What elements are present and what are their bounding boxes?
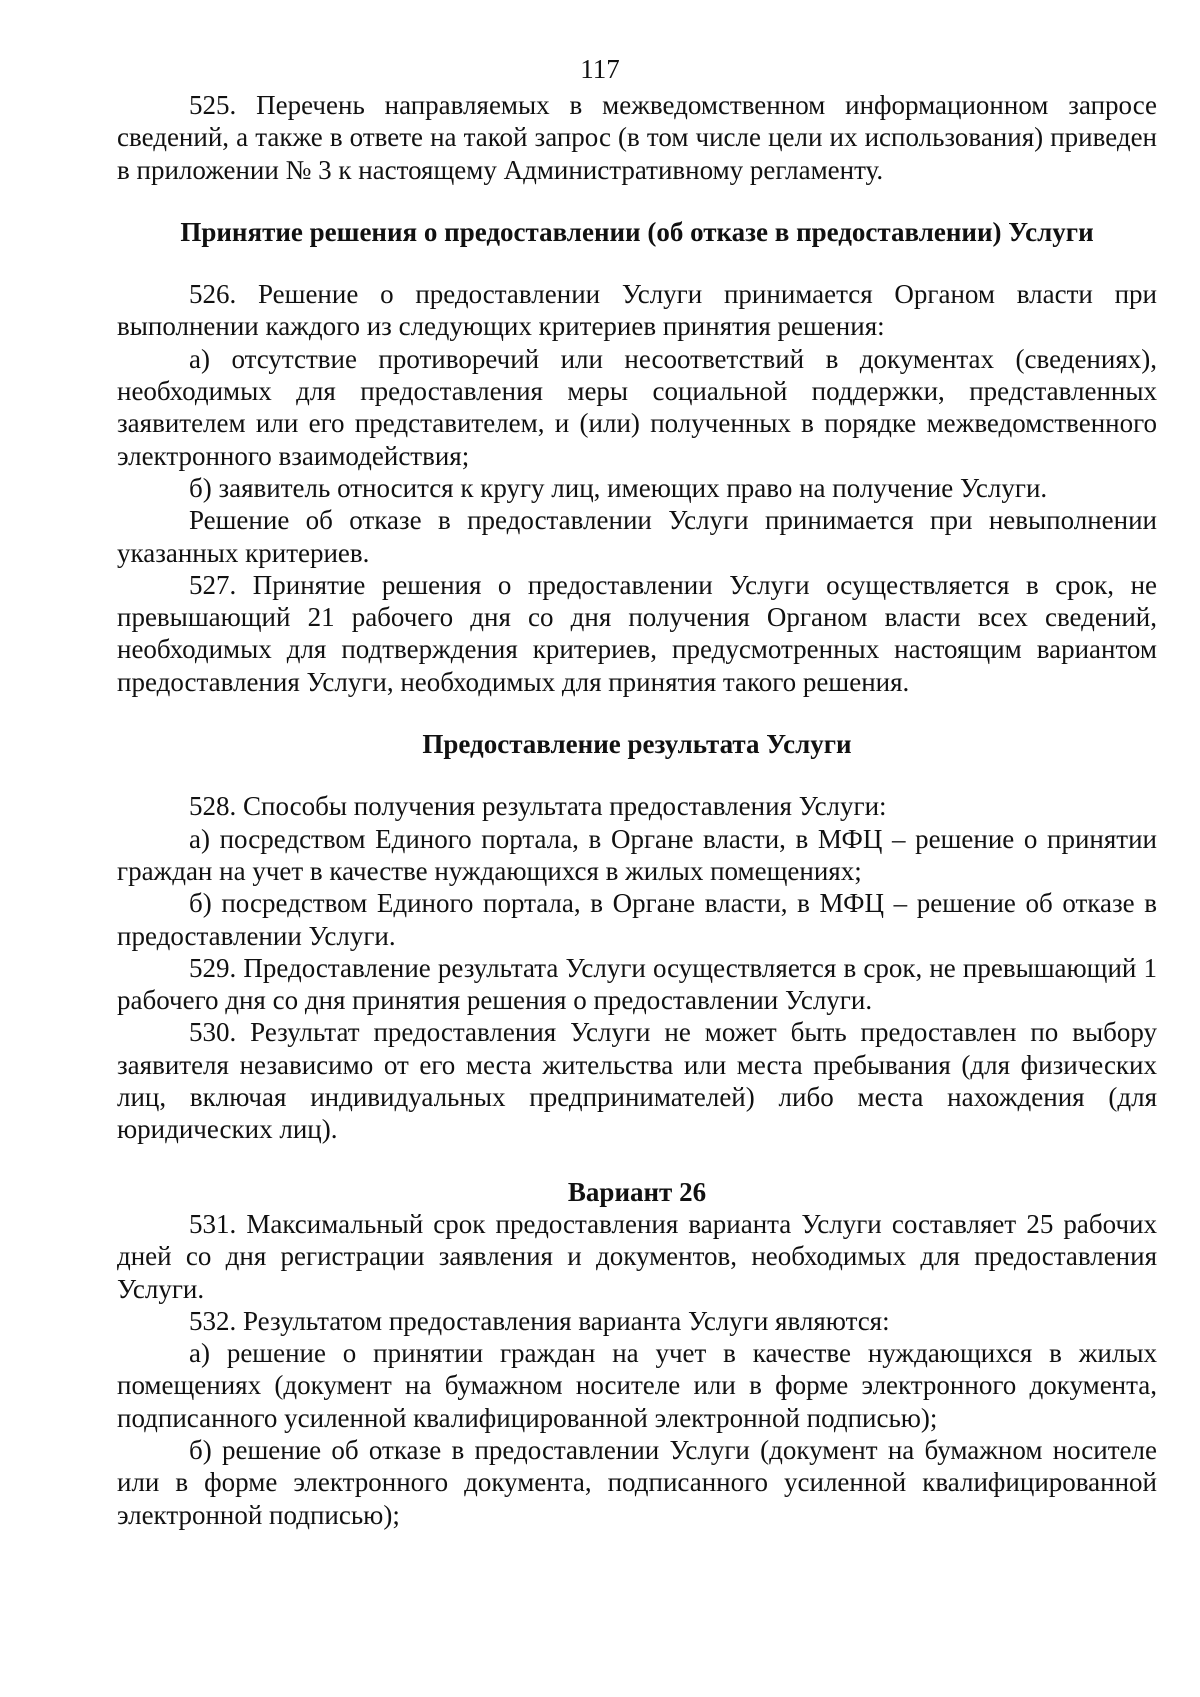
paragraph-532-b: б) решение об отказе в предоставлении Услуги (документ на бумажном носителе или в форме электронного документа, подписанного усиленной квалифицированной электронной подписью); <box>117 1434 1157 1530</box>
section-heading-result: Предоставление результата Услуги <box>422 729 852 760</box>
paragraph-529: 529. Предоставление результата Услуги осуществляется в срок, не превышающий 1 рабочего дня со дня принятия решения о предоставлении Услуги. <box>117 952 1157 1016</box>
document-body <box>117 89 1157 1531</box>
paragraph-526-b: б) заявитель относится к кругу лиц, имеющих право на получение Услуги. <box>189 472 1048 503</box>
paragraph-526-a: а) отсутствие противоречий или несоответствий в документах (сведениях), необходимых для предоставления меры социальной поддержки, представленных заявителем или его представителем, и (или) полученных в порядке межведомственного электронного взаимодействия; <box>117 343 1157 471</box>
section-heading-variant-26: Вариант 26 <box>567 1176 707 1207</box>
paragraph-527: 527. Принятие решения о предоставлении Услуги осуществляется в срок, не превышающий 21 рабочего дня со дня получения Органом власти всех сведений, необходимых для подтверждения критериев, предусмотренных настоящим вариантом предоставления Услуги, необходимых для принятия такого решения. <box>117 569 1157 697</box>
paragraph-528: 528. Способы получения результата предоставления Услуги: <box>189 791 887 822</box>
page-number: 117 <box>580 54 620 84</box>
paragraph-530: 530. Результат предоставления Услуги не может быть предоставлен по выбору заявителя независимо от его места жительства или места пребывания (для физических лиц, включая индивидуальных предпринимателей) либо места нахождения (для юридических лиц). <box>117 1017 1157 1145</box>
paragraph-531: 531. Максимальный срок предоставления варианта Услуги составляет 25 рабочих дней со дня регистрации заявления и документов, необходимых для предоставления Услуги. <box>117 1208 1157 1304</box>
paragraph-refusal-decision: Решение об отказе в предоставлении Услуги принимается при невыполнении указанных критериев. <box>117 505 1157 568</box>
paragraph-528-a: а) посредством Единого портала, в Органе власти, в МФЦ – решение о принятии граждан на учет в качестве нуждающихся в жилых помещениях; <box>117 823 1157 886</box>
paragraph-532: 532. Результатом предоставления варианта Услуги являются: <box>189 1305 890 1336</box>
paragraph-525: 525. Перечень направляемых в межведомственном информационном запросе сведений, а также в ответе на такой запрос (в том числе цели их использования) приведен в приложении № 3 к настоящему Административному регламенту. <box>117 90 1157 185</box>
paragraph-526: 526. Решение о предоставлении Услуги принимается Органом власти при выполнении каждого из следующих критериев принятия решения: <box>117 279 1157 342</box>
paragraph-528-b: б) посредством Единого портала, в Органе власти, в МФЦ – решение об отказе в предоставлении Услуги. <box>117 888 1157 951</box>
paragraph-532-a: а) решение о принятии граждан на учет в качестве нуждающихся в жилых помещениях (документ на бумажном носителе или в форме электронного документа, подписанного усиленной квалифицированной электронной подписью); <box>117 1338 1157 1433</box>
section-heading-decision: Принятие решения о предоставлении (об отказе в предоставлении) Услуги <box>180 216 1094 247</box>
